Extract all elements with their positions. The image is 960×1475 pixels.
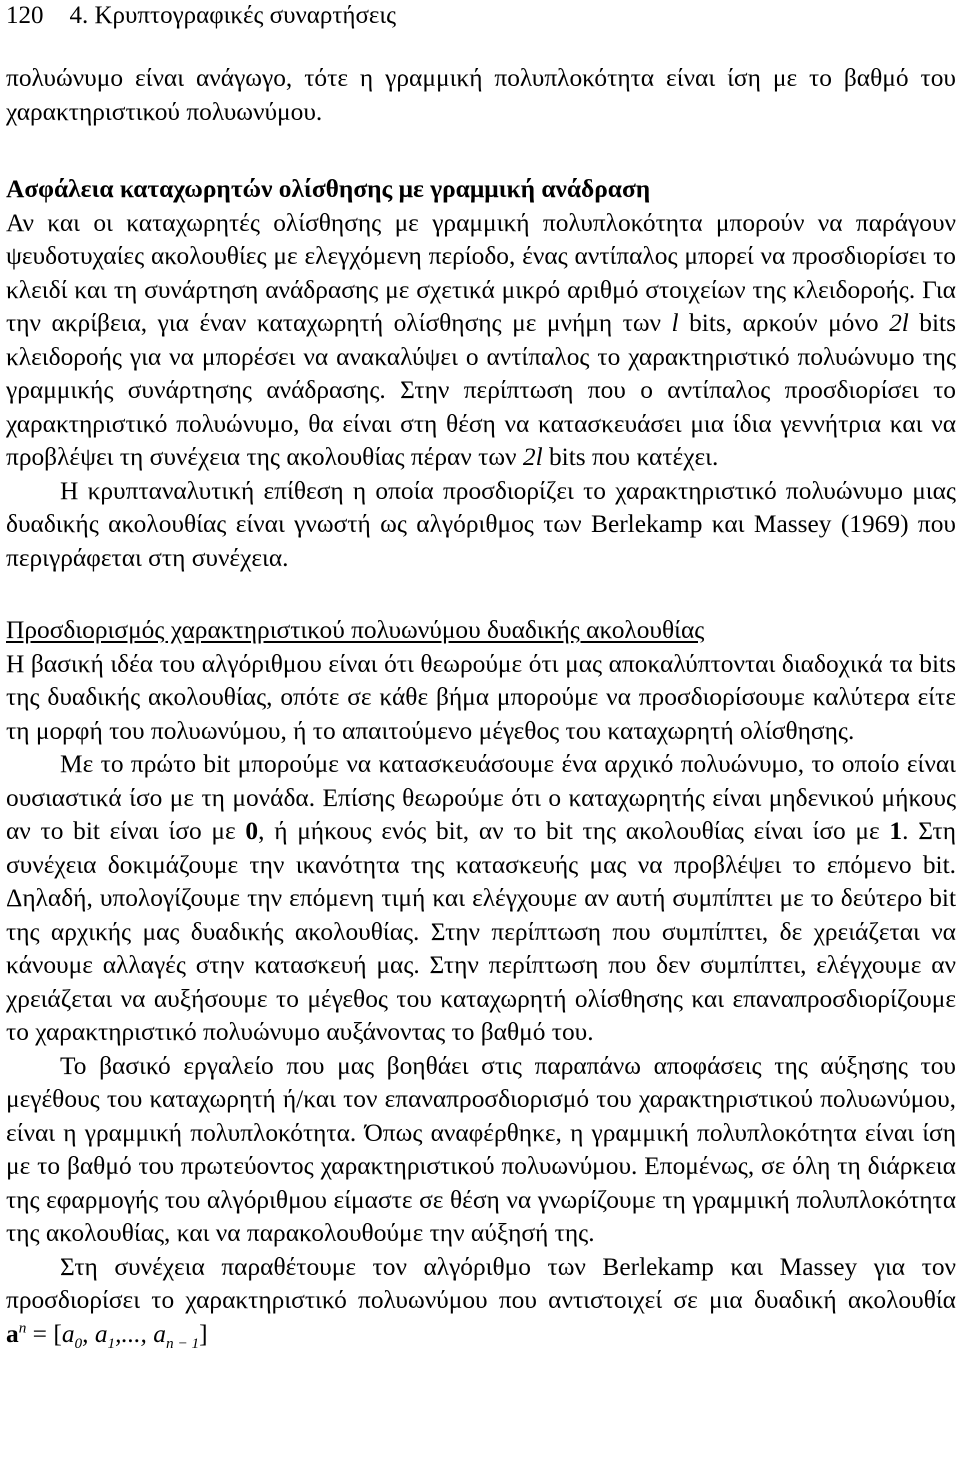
spacer — [6, 129, 956, 173]
chapter-title: 4. Κρυπτογραφικές συναρτήσεις — [69, 2, 397, 29]
paragraph-linear-complexity: Το βασικό εργαλείο που μας βοηθάει στις παραπάνω αποφάσεις της αύξησης του μεγέθους του καταχωρητή ή/και τον επαναπροσδιορισμό του χαρακτηριστικού πολυωνύμου, είναι η γραμμική πολυπλοκότητα. Όπως αναφέρθηκε, η γραμμική πολυπλοκότητα είναι ίση με το βαθμό του πρωτεύοντος χαρακτηριστικού πολυωνύμου. Επομένως, σε όλη τη διάρκεια της εφαρμογής του αλγόριθμου είμαστε σε θέση να γνωρίζουμε τη γραμμική πολυπλοκότητα της ακολουθίας, και να παρακολουθούμε την αύξησή της. — [6, 1051, 956, 1247]
paragraph-algorithm-intro: Στη συνέχεια παραθέτουμε τον αλγόριθμο των Berlekamp και Massey για τον προσδιορίσει το χαρακτηριστικό πολυωνύμου που αντιστοιχεί σε μια δυαδική ακολουθία $a^n = [a_0$, $a_1$,..., $a_{n - 1}$] — [6, 1252, 956, 1352]
paragraph-basic-idea: Η βασική ιδέα του αλγόριθμου είναι ότι θεωρούμε ότι μας αποκαλύπτονται διαδοχικά τα bits της δυαδικής ακολουθίας, οπότε σε κάθε βήμα μπορούμε να προσδιορίσουμε καλύτερα είτε τη μορφή του πολυωνύμου, ή το απαιτούμενο μέγεθος του καταχωρητή ολίσθησης. — [6, 649, 956, 745]
paragraph-first-bit: Με το πρώτο bit μπορούμε να κατασκευάσουμε ένα αρχικό πολυώνυμο, το οποίο είναι ουσιαστικά ίσο με τη μονάδα. Επίσης θεωρούμε ότι ο καταχωρητής είναι μηδενικού μήκους αν το bit είναι ίσο με 0, ή μήκους ενός bit, αν το bit της ακολουθίας είναι ίσο με 1. Στη συνέχεια δοκιμάζουμε την ικανότητα της κατασκευής μας να προβλέψει το επόμενο bit. Δηλαδή, υπολογίζουμε την επόμενη τιμή και ελέγχουμε αν αυτή συμπίπτει με το δεύτερο bit της αρχικής μας δυαδικής ακολουθίας. Στην περίπτωση που συμπίπτει, δε χρειάζεται να κάνουμε αλλαγές στην κατασκευή μας. Στην περίπτωση που δεν συμπίπτει, ελέγχουμε αν χρειάζεται να αυξήσουμε το μέγεθος του καταχωρητή ολίσθησης και επαναπροσδιορίζουμε το χαρακτηριστικό πολυώνυμο αυξάνοντας το βαθμό του. — [6, 750, 956, 1046]
sequence-formula: $a^n = [a_0$, $a_1$,..., $a_{n - 1}$] — [6, 1319, 208, 1352]
page-number: 120 — [6, 2, 44, 29]
paragraph-berlekamp-massey-intro: Η κρυπταναλυτική επίθεση η οποία προσδιορίζει το χαρακτηριστικό πολυώνυμο μιας δυαδικής ακολουθίας είναι γνωστή ως αλγόριθμος των Berlekamp και Massey (1969) που περιγράφεται στη συνέχεια. — [6, 476, 956, 572]
running-header — [6, 0, 396, 32]
spacer — [6, 575, 956, 614]
paragraph-lfsr-security: Αν και οι καταχωρητές ολίσθησης με γραμμική πολυπλοκότητα μπορούν να παράγουν ψευδοτυχαίες ακολουθίες με ελεγχόμενη περίοδο, ένας αντίπαλος μπορεί να προσδιορίσει το κλειδί και τη συνάρτηση ανάδρασης με σχετικά μικρό αριθμό στοιχείων της κλειδοροής. Για την ακρίβεια, για έναν καταχωρητή ολίσθησης με μνήμη των l bits, αρκούν μόνο 2l bits κλειδοροής για να μπορέσει να ανακαλύψει ο αντίπαλος το χαρακτηριστικό πολυώνυμο της γραμμικής συνάρτησης ανάδρασης. Στην περίπτωση που ο αντίπαλος προσδιορίσει το χαρακτηριστικό πολυώνυμο, θα είναι στη θέση να κατασκευάσει μια ίδια γεννήτρια και να προβλέψει τη συνέχεια της ακολουθίας πέραν των 2l bits που κατέχει. — [6, 208, 956, 471]
page-content — [6, 62, 956, 1351]
section-heading-lfsr-security: Ασφάλεια καταχωρητών ολίσθησης με γραμμική ανάδραση — [6, 175, 651, 203]
section-heading-polynomial: Προσδιορισμός χαρακτηριστικού πολυωνύμου δυαδικής ακολουθίας — [6, 616, 705, 644]
intro-paragraph: πολυώνυμο είναι ανάγωγο, τότε η γραμμική πολυπλοκότητα είναι ίση με το βαθμό του χαρακτηριστικού πολυωνύμου. — [6, 64, 956, 126]
